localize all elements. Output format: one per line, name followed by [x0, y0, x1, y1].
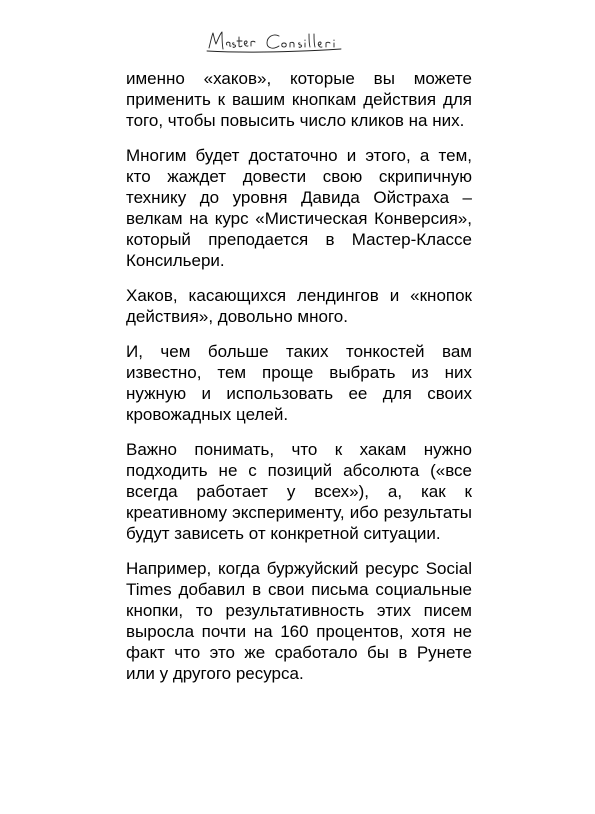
- paragraph: Например, когда буржуйский ресурс Social Times добавил в свои письма социальные кнопки, то результативность этих писем выросла почти на 160 процентов, хотя не факт что это же сработало бы в Рунете или у другого ресурса.: [126, 559, 472, 683]
- signature-logo-graphic: [203, 28, 393, 56]
- article-body: [126, 68, 472, 698]
- paragraph: именно «хаков», которые вы можете применить к вашим кнопкам действия для того, чтобы повысить число кликов на них.: [126, 69, 472, 130]
- paragraph: Важно понимать, что к хакам нужно подходить не с позиций абсолюта («все всегда работает у всех»), а, как к креативному эксперименту, ибо результаты будут зависеть от конкретной ситуации.: [126, 440, 472, 543]
- paragraph: Многим будет достаточно и этого, а тем, кто жаждет довести свою скрипичную технику до уровня Давида Ойстраха – велкам на курс «Мистическая Конверсия», который преподается в Мастер-Классе Консильери.: [126, 146, 472, 270]
- paragraph: Хаков, касающихся лендингов и «кнопок действия», довольно много.: [126, 286, 472, 326]
- logo-text: [393, 28, 394, 29]
- paragraph: И, чем больше таких тонкостей вам известно, тем проще выбрать из них нужную и использовать ее для своих кровожадных целей.: [126, 342, 472, 424]
- signature-logo: [0, 28, 595, 61]
